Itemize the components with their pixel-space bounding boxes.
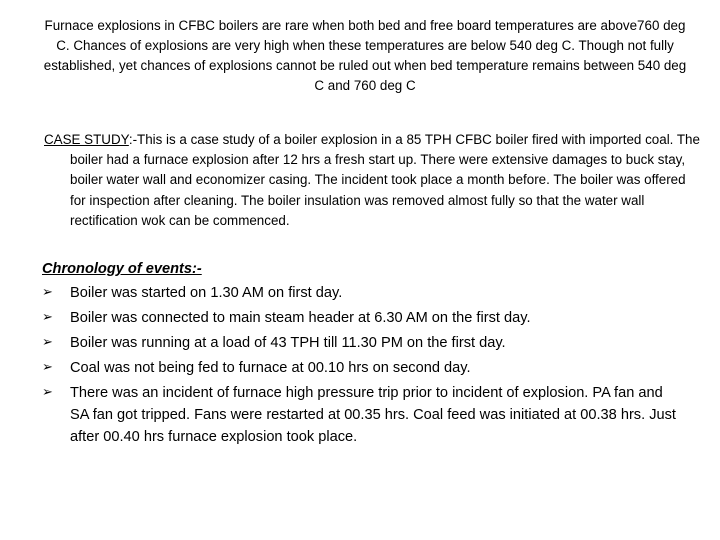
- list-item: [42, 332, 682, 354]
- chronology-heading-suffix: :-: [192, 261, 202, 277]
- arrow-bullet-icon: ➢: [42, 310, 53, 325]
- case-study-label: CASE STUDY: [44, 132, 129, 147]
- arrow-bullet-icon: ➢: [42, 385, 53, 400]
- event-text: Boiler was started on 1.30 AM on first day.: [70, 285, 343, 301]
- case-study-paragraph: [44, 130, 700, 231]
- event-text: Boiler was running at a load of 43 TPH till 11.30 PM on the first day.: [70, 335, 506, 351]
- intro-paragraph: Furnace explosions in CFBC boilers are rare when both bed and free board temperatures are above760 deg C. Chances of explosions are very high when these temperatures are below 540 deg C. Though not fully established, yet chances of explosions cannot be ruled out when bed temperature remains between 540 deg C and 760 deg C: [43, 18, 687, 93]
- arrow-bullet-icon: ➢: [42, 335, 53, 350]
- list-item: [42, 357, 682, 379]
- list-item: [42, 307, 682, 329]
- event-text: Coal was not being fed to furnace at 00.10 hrs on second day.: [70, 360, 471, 376]
- list-item: [42, 282, 682, 304]
- event-text: There was an incident of furnace high pressure trip prior to incident of explosion. PA fan and SA fan got tripped. Fans were restarted at 00.35 hrs. Coal feed was initiated at 00.38 hrs. Just after 00.40 hrs furnace explosion took place.: [70, 385, 676, 445]
- arrow-bullet-icon: ➢: [42, 285, 53, 300]
- chronology-heading: [42, 258, 202, 280]
- list-item: [42, 382, 682, 448]
- events-list: [42, 282, 682, 451]
- case-study-text: :-This is a case study of a boiler explosion in a 85 TPH CFBC boiler fired with imported coal. The boiler had a furnace explosion after 12 hrs a fresh start up. There were extensive damages to buck stay, boiler water wall and economizer casing. The incident took place a month before. The boiler was offered for inspection after cleaning. The boiler insulation was removed almost fully so that the water wall rectification wok can be commenced.: [70, 132, 700, 228]
- event-text: Boiler was connected to main steam header at 6.30 AM on the first day.: [70, 310, 531, 326]
- arrow-bullet-icon: ➢: [42, 360, 53, 375]
- chronology-heading-text: Chronology of events: [42, 261, 192, 277]
